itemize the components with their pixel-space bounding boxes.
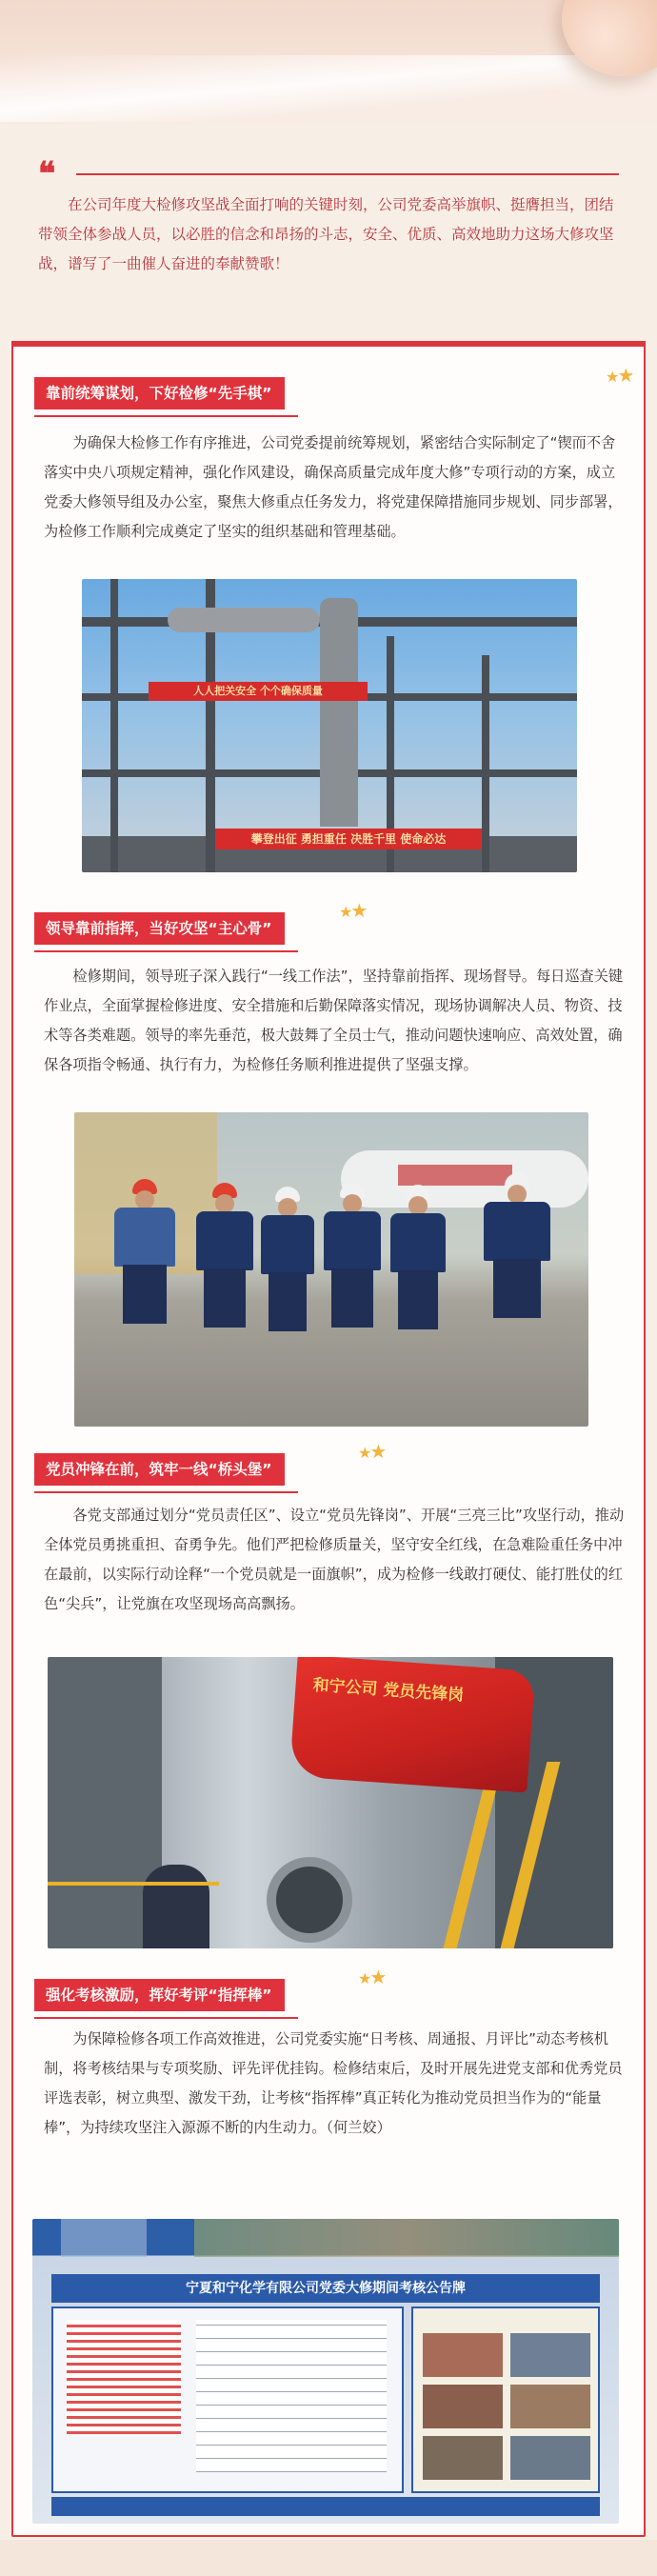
section-3-heading [34,1440,386,1486]
quote-icon: ❝ [38,155,56,193]
intro-divider [76,173,619,175]
section-4-title: 强化考核激励，挥好考评“指挥棒” [34,1979,285,2011]
star-icon: ★★ [358,1440,386,1463]
party-flag [289,1657,535,1793]
header-curl-banner [0,0,657,124]
notice-board-title: 宁夏和宁化学有限公司党委大修期间考核公告牌 [51,2274,600,2303]
section-1-heading [34,364,633,409]
content-card [11,341,646,2537]
section-1-text: 为确保大检修工作有序推进，公司党委提前统筹规划，紧密结合实际制定了“锲而不舍落实中央八项规定精神，强化作风建设，确保高质量完成年度大修”专项行动的方案，成立党委大修领导组及办公室，聚焦大修重点任务发力，将党建保障措施同步规划、同步部署，为检修工作顺利完成奠定了坚实的组织基础和管理基础。 [44,434,623,540]
intro-block [38,155,619,312]
banner-safety-quality: 人人把关安全 个个确保质量 [149,682,368,701]
flag-text: 和宁公司 党员先锋岗 [311,1675,465,1706]
photo-industrial-tower [82,579,577,872]
section-2-title: 领导靠前指挥，当好攻坚“主心骨” [34,912,285,945]
section-1-title: 靠前统筹谋划，下好检修“先手棋” [34,377,285,409]
photo-leaders-on-site [74,1112,588,1427]
section-4-heading [34,1966,386,2011]
section-4-text: 为保障检修各项工作高效推进，公司党委实施“日考核、周通报、月评比”动态考核机制，将考核结果与专项奖励、评先评优挂钩。检修结束后，及时开展先进党支部和优秀党员评选表彰，树立典型、激发干劲，让考核“指挥棒”真正转化为推动党员担当作为的“能量棒”，为持续攻坚注入源源不断的内生动力。（何兰姣） [44,2030,623,2136]
section-2-text: 检修期间，领导班子深入践行“一线工作法”，坚持靠前指挥、现场督导。每日巡查关键作业点，全面掌握检修进度、安全措施和后勤保障落实情况，现场协调解决人员、物资、技术等各类难题。领导的率先垂范，极大鼓舞了全员士气，推动问题快速响应、高效处置，确保各项指令畅通、执行有力，为检修任务顺利推进提供了坚强支撑。 [44,968,624,1073]
star-icon: ★★ [339,899,367,922]
paper-fold-decoration [0,55,657,122]
photo-notice-board [32,2219,619,2524]
section-2-heading [34,899,367,945]
section-3-title: 党员冲锋在前，筑牢一线“桥头堡” [34,1453,285,1486]
star-icon: ★★ [358,1966,386,1988]
star-icon: ★★ [606,364,633,387]
banner-mission: 攀登出征 勇担重任 决胜千里 使命必达 [215,829,482,849]
intro-text: 在公司年度大检修攻坚战全面打响的关键时刻，公司党委高举旗帜、挺膺担当，团结带领全体参战人员，以必胜的信念和昂扬的斗志，安全、优质、高效地助力这场大修攻坚战，谱写了一曲催人奋进的奉献赞歌！ [38,196,614,272]
footer-band [0,2540,657,2576]
section-3-text: 各党支部通过划分“党员责任区”、设立“党员先锋岗”、开展“三亮三比”攻坚行动，推动全体党员勇挑重担、奋勇争先。他们严把检修质量关，坚守安全红线，在急难险重任务中冲在最前，以实际行动诠释“一个党员就是一面旗帜”，成为检修一线敢打硬仗、能打胜仗的红色“尖兵”，让党旗在攻坚现场高高飘扬。 [44,1507,625,1612]
photo-party-flag-silo [48,1657,613,1948]
